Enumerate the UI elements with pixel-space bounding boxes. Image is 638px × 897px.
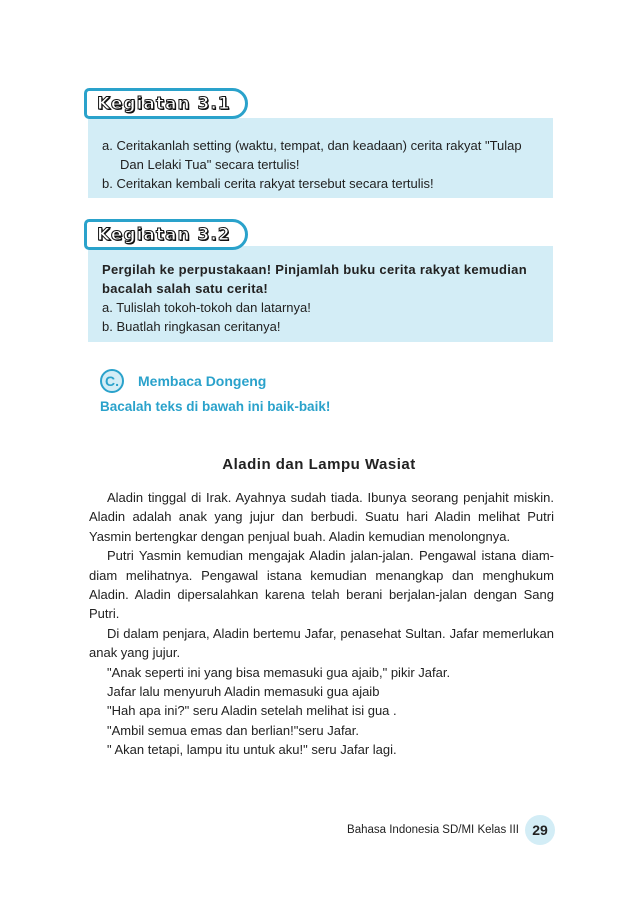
section-title: Membaca Dongeng bbox=[138, 373, 267, 389]
page-footer bbox=[300, 815, 555, 845]
story-dialogue: "Ambil semua emas dan berlian!"seru Jafar. bbox=[107, 722, 360, 738]
activity-3-1-box bbox=[88, 118, 553, 198]
story-title: Aladin dan Lampu Wasiat bbox=[222, 456, 416, 473]
section-heading bbox=[100, 369, 266, 393]
story-dialogue: "Hah apa ini?" seru Aladin setelah melihat isi gua . bbox=[107, 703, 397, 719]
story-dialogue: " Akan tetapi, lampu itu untuk aku!" seru Jafar lagi. bbox=[107, 742, 397, 758]
activity-3-2-intro: Pergilah ke perpustakaan! Pinjamlah buku cerita rakyat kemudian bacalah salah satu cerita! bbox=[102, 262, 527, 296]
section-letter: C. bbox=[100, 369, 124, 393]
page-number: 29 bbox=[525, 815, 555, 845]
section-instruction: Bacalah teks di bawah ini baik-baik! bbox=[100, 399, 331, 414]
activity-3-1-item-a: a. Ceritakanlah setting (waktu, tempat, dan keadaan) cerita rakyat "Tulap Dan Lelaki Tua" secara tertulis! bbox=[102, 138, 522, 172]
footer-book-title: Bahasa Indonesia SD/MI Kelas III bbox=[347, 824, 519, 836]
story-paragraph: Di dalam penjara, Aladin bertemu Jafar, penasehat Sultan. Jafar memerlukan anak yang jujur. bbox=[89, 625, 554, 661]
story-paragraph: Aladin tinggal di Irak. Ayahnya sudah tiada. Ibunya seorang penjahit miskin. Aladin adalah anak yang jujur dan berbudi. Suatu hari Aladin melihat Putri Yasmin bertengkar dengan penjual buah. Aladin kemudian menolongnya. bbox=[89, 490, 554, 544]
activity-3-1-item-b: b. Ceritakan kembali cerita rakyat tersebut secara tertulis! bbox=[102, 176, 434, 191]
activity-3-1-badge: Kegiatan 3.1 bbox=[84, 88, 248, 119]
story-paragraph: Putri Yasmin kemudian mengajak Aladin jalan-jalan. Pengawal istana diam-diam melihatnya. Pengawal istana kemudian menangkap dan menghukum Aladin. Aladin dipersalahkan karena telah berani berjalan-jalan dengan Sang Putri. bbox=[89, 548, 554, 622]
activity-3-2-badge: Kegiatan 3.2 bbox=[84, 219, 248, 250]
activity-3-2-item-a: a. Tulislah tokoh-tokoh dan latarnya! bbox=[102, 300, 311, 315]
activity-3-2-item-b: b. Buatlah ringkasan ceritanya! bbox=[102, 319, 281, 334]
story-dialogue: "Anak seperti ini yang bisa memasuki gua ajaib," pikir Jafar. bbox=[107, 664, 451, 680]
story-body bbox=[89, 488, 554, 760]
activity-3-2-box bbox=[88, 246, 553, 342]
story-dialogue: Jafar lalu menyuruh Aladin memasuki gua ajaib bbox=[107, 684, 380, 700]
